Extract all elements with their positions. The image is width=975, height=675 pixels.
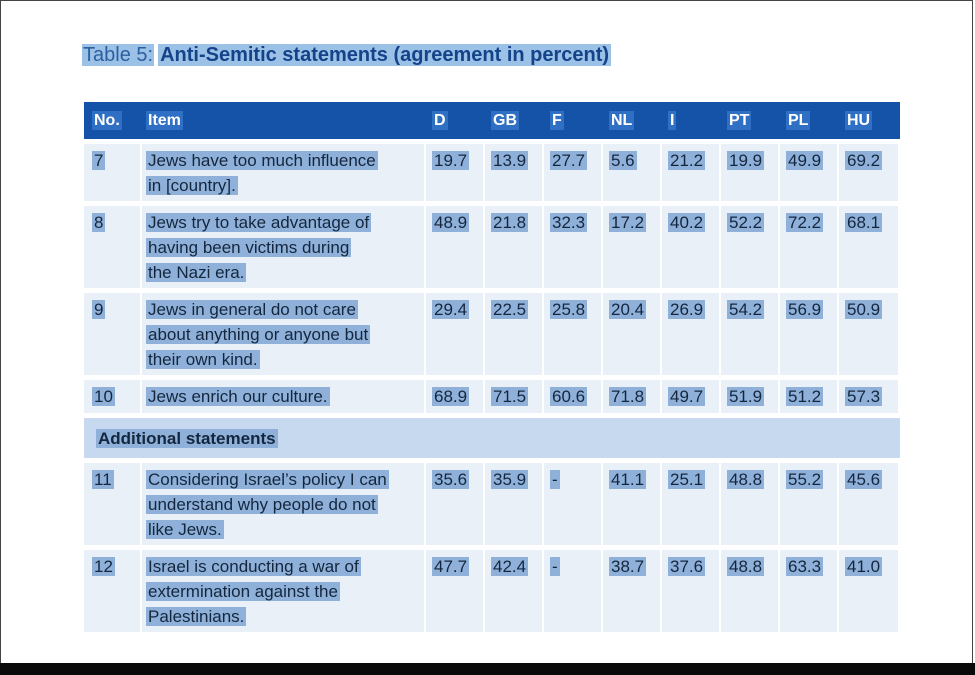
value-cell-nl [603,293,662,375]
value-cell-d [426,293,485,375]
value-cell-pl [780,550,839,632]
value: 54.2 [729,300,763,319]
value-cell-hu [839,463,898,545]
value-cell-d [426,144,485,201]
header-gb: GB [493,112,517,129]
value: 27.7 [552,151,586,170]
table-row [84,463,900,545]
value-cell-pt [721,206,780,288]
row-number-cell [84,206,142,288]
value-cell-f [544,206,603,288]
value: 17.2 [611,213,645,232]
item-text-line: Considering Israel’s policy I can [148,470,387,489]
value: 41.0 [847,557,881,576]
item-text-line: their own kind. [148,350,258,369]
table-title: Anti-Semitic statements (agreement in percent) [160,44,610,66]
value: 68.9 [434,387,468,406]
value: 41.1 [611,470,645,489]
value: 48.9 [434,213,468,232]
section-row [84,418,900,458]
item-text-line: the Nazi era. [148,263,245,282]
value: 32.3 [552,213,586,232]
value-cell-f [544,144,603,201]
value: 37.6 [670,557,704,576]
value: 60.6 [552,387,586,406]
item-text-line: having been victims during [148,238,350,257]
value: 57.3 [847,387,881,406]
value: 20.4 [611,300,645,319]
value: 48.8 [729,557,763,576]
value: 22.5 [493,300,527,319]
row-number: 10 [94,387,113,406]
item-text-line: Jews enrich our culture. [148,387,328,406]
row-number-cell [84,144,142,201]
value: 35.6 [434,470,468,489]
item-text-line: Palestinians. [148,607,245,626]
value-cell-i [662,380,721,413]
value: 71.8 [611,387,645,406]
value: 47.7 [434,557,468,576]
value: 51.2 [788,387,822,406]
value-cell-pt [721,463,780,545]
value-cell-f [544,293,603,375]
value-cell-gb [485,206,544,288]
header-hu: HU [847,112,871,129]
value-cell-hu [839,380,898,413]
item-text-line: Israel is conducting a war of [148,557,359,576]
table-caption [82,42,611,68]
value-cell-gb [485,550,544,632]
value-cell-pt [721,380,780,413]
header-nl: NL [611,112,633,129]
item-text-line: like Jews. [148,520,222,539]
value: 68.1 [847,213,881,232]
row-number-cell [84,293,142,375]
value: 49.7 [670,387,704,406]
table-row [84,380,900,413]
value: 50.9 [847,300,881,319]
value-cell-gb [485,380,544,413]
table-number: Table 5: [83,44,154,66]
value-cell-pl [780,293,839,375]
value-cell-f [544,380,603,413]
row-number: 8 [94,213,104,232]
value: 45.6 [847,470,881,489]
value: 55.2 [788,470,822,489]
value: 19.7 [434,151,468,170]
value-cell-nl [603,463,662,545]
value-cell-i [662,550,721,632]
row-number: 9 [94,300,104,319]
item-text-line: understand why people do not [148,495,376,514]
value: 21.2 [670,151,704,170]
value-cell-i [662,293,721,375]
row-number-cell [84,380,142,413]
value: 42.4 [493,557,527,576]
row-number: 11 [94,470,112,489]
value: 29.4 [434,300,468,319]
section-label-cell [84,418,278,458]
value-cell-d [426,463,485,545]
item-text-line: Jews have too much influence [148,151,376,170]
item-text-line: in [country]. [148,176,236,195]
value: 71.5 [493,387,527,406]
value-cell-i [662,463,721,545]
row-number-cell [84,550,142,632]
item-cell [142,380,426,413]
value-cell-d [426,206,485,288]
value: 56.9 [788,300,822,319]
item-text-line: about anything or anyone but [148,325,369,344]
header-d: D [434,112,446,129]
table-header-row [84,102,900,139]
value-cell-pl [780,463,839,545]
main-rows [84,139,900,413]
value: 13.9 [493,151,527,170]
value-cell-gb [485,463,544,545]
item-text-line: Jews try to take advantage of [148,213,370,232]
item-cell [142,463,426,545]
header-pt: PT [729,112,750,129]
value: - [552,470,558,489]
value: 38.7 [611,557,645,576]
value: 69.2 [847,151,881,170]
value: 51.9 [729,387,763,406]
value-cell-nl [603,144,662,201]
value-cell-hu [839,206,898,288]
value: 25.8 [552,300,586,319]
value-cell-nl [603,550,662,632]
statements-table [84,102,900,632]
value-cell-nl [603,206,662,288]
bottom-bar [0,663,975,675]
row-number-cell [84,463,142,545]
value-cell-f [544,463,603,545]
value-cell-gb [485,293,544,375]
value: 63.3 [788,557,822,576]
value: 19.9 [729,151,763,170]
header-item: Item [148,112,181,129]
value-cell-nl [603,380,662,413]
value: 40.2 [670,213,704,232]
item-text-line: extermination against the [148,582,338,601]
section-label: Additional statements [98,429,276,448]
item-cell [142,206,426,288]
value-cell-f [544,550,603,632]
value: 52.2 [729,213,763,232]
value-cell-pt [721,550,780,632]
header-pl: PL [788,112,809,129]
table-row [84,144,900,201]
value: 5.6 [611,151,635,170]
value-cell-i [662,144,721,201]
row-number: 7 [94,151,104,170]
header-f: F [552,112,562,129]
value: 49.9 [788,151,822,170]
value-cell-hu [839,550,898,632]
value-cell-gb [485,144,544,201]
table-row [84,206,900,288]
item-text-line: Jews in general do not care [148,300,356,319]
value-cell-pt [721,144,780,201]
value-cell-d [426,550,485,632]
value: 35.9 [493,470,527,489]
value-cell-i [662,206,721,288]
value: - [552,557,558,576]
value: 48.8 [729,470,763,489]
value-cell-pt [721,293,780,375]
value: 21.8 [493,213,527,232]
header-no: No. [94,112,120,129]
value-cell-d [426,380,485,413]
value: 26.9 [670,300,704,319]
value-cell-pl [780,380,839,413]
item-cell [142,293,426,375]
value: 72.2 [788,213,822,232]
additional-rows [84,458,900,632]
item-cell [142,144,426,201]
row-number: 12 [94,557,113,576]
table-row [84,293,900,375]
value: 25.1 [670,470,704,489]
value-cell-pl [780,206,839,288]
value-cell-pl [780,144,839,201]
value-cell-hu [839,293,898,375]
item-cell [142,550,426,632]
table-row [84,550,900,632]
value-cell-hu [839,144,898,201]
header-i: I [670,112,675,129]
